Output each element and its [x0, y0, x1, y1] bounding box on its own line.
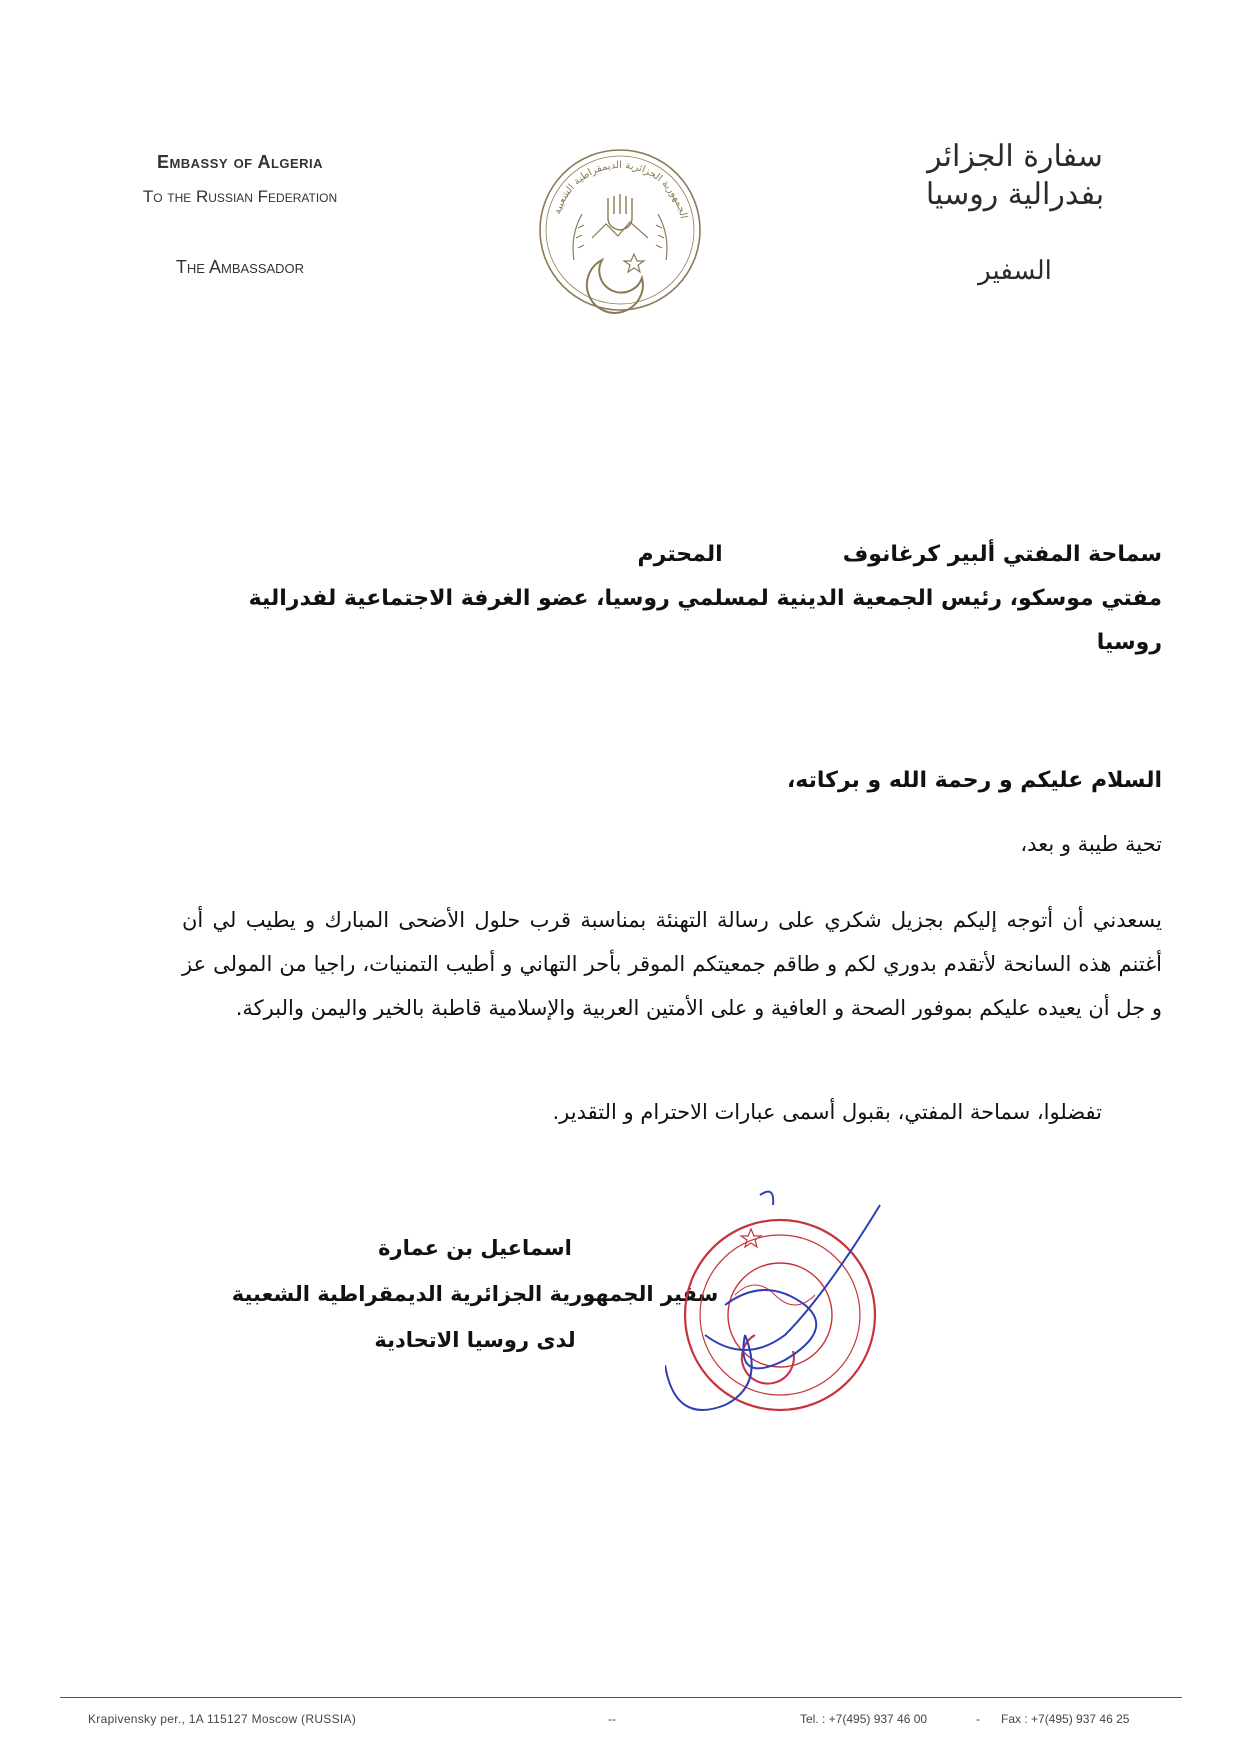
embassy-name-ar: سفارة الجزائر [927, 139, 1103, 174]
embassy-subtitle-ar: بفدرالية روسيا [925, 177, 1105, 212]
addressee-name: سماحة المفتي ألبير كرغانوف [842, 542, 1162, 567]
footer-address: Krapivensky per., 1A 115127 Moscow (RUSSIA) [88, 1712, 357, 1726]
footer-divider [60, 1697, 1182, 1698]
embassy-subtitle-en: To the Russian Federation [142, 187, 338, 206]
ambassador-label-ar: السفير [978, 256, 1052, 286]
signatory-title: سفير الجمهورية الجزائرية الديمقراطية الشعبية [231, 1282, 719, 1306]
addressee-line-2: مفتي موسكو، رئيس الجمعية الدينية لمسلمي روسيا، عضو الغرفة الاجتماعية لفدرالية [248, 586, 1162, 611]
ambassador-label-en: The Ambassador [175, 257, 305, 277]
letterhead-english [90, 152, 390, 278]
closing-line: تفضلوا، سماحة المفتي، بقبول أسمى عبارات الاحترام و التقدير. [552, 1100, 1102, 1124]
body-paragraph: يسعدني أن أتوجه إليكم بجزيل شكري على رسالة التهنئة بمناسبة قرب حلول الأضحى المبارك و يطيب لي أن أغتنم هذه السانحة لأتقدم بدوري لكم و طاقم جمعيتكم الموقر بأحر التهاني و أطيب التمنيات، راجيا من المولى عز و جل أن يعيده عليكم بموفور الصحة و العافية و على الأمتين العربية والإسلامية قاطبة بالخير واليمن والبركة. [182, 908, 1162, 1020]
greeting: السلام عليكم و رحمة الله و بركاته، [786, 768, 1162, 793]
salutation: تحية طيبة و بعد، [1020, 832, 1162, 856]
footer-fax: Fax : +7(495) 937 46 25 [1001, 1712, 1130, 1726]
embassy-seal-stamp-icon [665, 1185, 995, 1455]
addressee-line-1 [162, 533, 1162, 577]
footer-separator: - [976, 1712, 980, 1726]
addressee-line-3: روسيا [1096, 630, 1162, 655]
algerian-national-emblem-icon [530, 140, 710, 320]
signature-block [215, 1225, 735, 1363]
footer-dash: -- [608, 1712, 616, 1726]
addressee-honorific: المحترم [637, 542, 723, 567]
footer-telephone: Tel. : +7(495) 937 46 00 [800, 1712, 928, 1726]
addressee-block [162, 533, 1162, 665]
signatory-posting: لدى روسيا الاتحادية [374, 1328, 576, 1352]
letterhead-arabic [880, 138, 1150, 286]
embassy-name-en: Embassy of Algeria [156, 152, 324, 172]
signatory-name: اسماعيل بن عمارة [378, 1236, 572, 1260]
svg-text:الجمهورية الجزائرية الديمقراطي: الجمهورية الجزائرية الديمقراطية الشعبية [552, 159, 689, 220]
